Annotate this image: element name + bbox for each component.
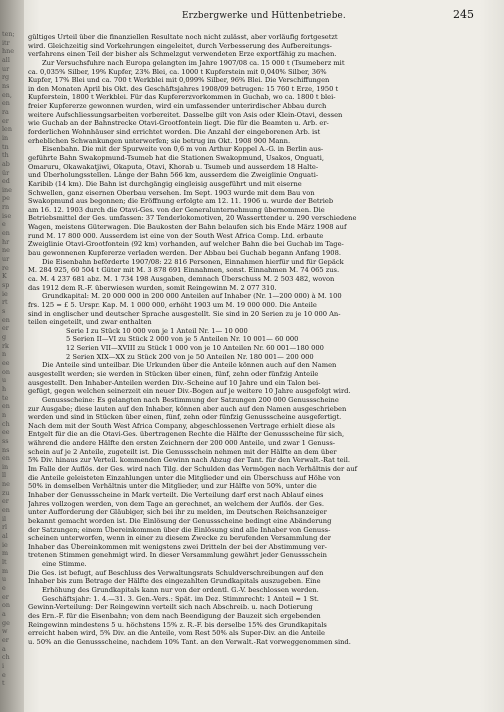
text-line: Erhöhung des Grundkapitals kann nur von der ordentl. G.-V. beschlossen werden. bbox=[42, 586, 319, 594]
text-line: frs. 125 = £ 5. Urspr. Kap. M. 1 000 000, erhöht 1903 um M. 19 000 000. Die Anteile bbox=[28, 300, 317, 309]
text-line: gefügt, gegen welchen seinerzeit ein neuer Div.-Bogen auf je weitere 10 Jahre ausgefolgt wird. bbox=[28, 387, 351, 396]
text-line: Nach dem mit der South West Africa Company, abgeschlossenen Vertrage erhielt diese als bbox=[28, 421, 335, 430]
text-line: ausgestellt werden; sie werden in Stücken über einen, fünf, zehn oder fünfzig Anteile bbox=[28, 369, 319, 378]
text-line: Kupferstein, 1800 t Werkblei. Für das Kupfererzvorkommen in Guchab, wo ca. 1800 t blei- bbox=[28, 93, 336, 102]
text-line: werden und sind in Stücken über einen, fünf, zehn oder fünfzig Genussscheine ausgefertigt. bbox=[28, 413, 342, 422]
text-line: scheinen unterworfen, wenn in einer zu diesem Zwecke zu berufenden Versammlung der bbox=[28, 534, 331, 543]
text-line: Die Ges. ist befugt, auf Beschluss des Verwaltungsrats Schuldverschreibungen auf den bbox=[28, 568, 324, 577]
text-line: Betriebsmittel der Ges. umfassen: 37 Tenderlokomotiven, 20 Wasserttender u. 290 verschiedene bbox=[28, 214, 357, 223]
text-line: Die Eisenbahn beförderte 1907/08: 22 816 Personen, Einnahmen hierfür und für Gepäck bbox=[42, 257, 344, 266]
text-line: wird. Gleichzeitig sind Vorkehrungen eingeleitet, durch Verbesserung des Aufbereitungs- bbox=[28, 41, 332, 50]
text-line: 5 Serien II—VI zu Stück 2 000 von je 5 Anteilen Nr. 10 001— 60 000 bbox=[66, 335, 299, 344]
text-line: eine Stimme. bbox=[42, 560, 87, 569]
text-line: weitere Aufschliessungsarbeiten vorbereitet. Dasselbe gilt von Asis oder Klein-Otavi, dessen bbox=[28, 110, 343, 119]
text-line: rund M. 17 800 000. Ausserdem ist eine von der South West Africa Comp. Ltd. erbaute bbox=[28, 231, 324, 240]
body-text bbox=[28, 33, 478, 709]
text-line: ausgestellt. Den Inhaber-Anteilen werden Div.-Scheine auf 10 Jahre und ein Talon bei- bbox=[28, 378, 321, 387]
text-line: tretenen Stimmen genehmigt wird. In dieser Versammlung gewährt jeder Genussschein bbox=[28, 551, 327, 560]
text-line: 5% Div. hinaus zur Verteil. kommenden Gewinn nach Abzug der Tant. für den Verwalt.-Rat teil. bbox=[28, 456, 351, 465]
text-line: Omaruru, Okawakatjiwi, Okaputa, Otavi, Khorab u. Tsumeb und ausserdem 18 Halte- bbox=[28, 162, 319, 171]
text-line: in den Monaten April bis Okt. des Geschäftsjahres 1908/09 betrugen: 15 760 t Erze, 1950 t bbox=[28, 84, 339, 93]
text-line: erreicht haben wird, 5% Div. an die Anteile, vom Rest 50% als Super-Div. an die Anteile bbox=[28, 629, 325, 638]
text-line: bau gewonnenen Kupfererze verladen werden. Der Abbau bei Guchab begann Anfang 1908. bbox=[28, 249, 341, 258]
text-line: ca. 0,035% Silber, 19% Kupfer, 23% Blei, ca. 1000 t Kupferstein mit 0,040% Silber, 36% bbox=[28, 67, 327, 76]
text-line: sind in englischer und deutscher Sprache ausgestellt. Sie sind in 20 Serien zu je 10 000 An- bbox=[28, 309, 341, 318]
text-line: M. 284 925, 60 504 t Güter mit M. 3 878 691 Einnahmen, sonst. Einnahmen M. 74 065 zus. bbox=[28, 266, 340, 275]
text-line: unter Aufforderung der Gläubiger, sich bei ihr zu melden, im Deutschen Reichsanzeiger bbox=[28, 508, 327, 517]
text-line: verfahrens einen Teil der bisher als Schmelzgut verwendeten Erze exportfähig zu machen. bbox=[28, 50, 337, 59]
facing-page-text-fragments: ten; itr hne all ur rg ns en, en ra er len in tn th ab ür ed ine pe rn ise e en hr ne ur re K sp ie rt s en er g rk n ee on u h te en n ch ee ss ns en in ll ne zu er en il rl al ie m lt m u e er on a ge w er a ch i e t bbox=[2, 30, 15, 688]
text-line: Genussscheine: Es gelangten nach Bestimmung der Satzungen 200 000 Genussscheine bbox=[42, 395, 339, 404]
text-line: während die andere Hälfte den ersten Zeichnern der 200 000 Anteile, und zwar 1 Genuss- bbox=[28, 439, 336, 448]
text-line: Reingewinn mindestens 5 u. höchstens 15% z. R.-F. bis derselbe 15% des Grundkapitals bbox=[28, 620, 327, 629]
text-line: Schwellen, ganz eisernen Oberbau versehen. Im Sept. 1903 wurde mit dem Bau von bbox=[28, 188, 315, 197]
running-head: Erzbergwerke und Hüttenbetriebe. bbox=[182, 11, 346, 21]
text-line: u. 50% an die Genussscheine, nachdem 10% Tant. an den Verwalt.-Rat vorweggenommen sind. bbox=[28, 637, 351, 646]
text-line: 12 Serien VII—XVIII zu Stück 1 000 von je 10 Anteilen Nr. 60 001—180 000 bbox=[66, 344, 324, 353]
text-line: Inhaber der Genussscheine in Mark verteilt. Die Verteilung darf erst nach Ablauf eines bbox=[28, 490, 324, 499]
text-line: Wagen, meistens Güterwagen. Die Baukosten der Bahn belaufen sich bis Ende März 1908 auf bbox=[28, 223, 347, 232]
page-number: 245 bbox=[453, 8, 474, 21]
text-line: des Ern.-F. für die Eisenbahn; von dem nach Beendigung der Bauzeit sich ergebenden bbox=[28, 611, 321, 620]
text-line: Die Anteile sind unteilbar. Die Urkunden über die Anteile können auch auf den Namen bbox=[42, 361, 337, 370]
text-line: bekannt gemacht worden ist. Die Einlösung der Genussscheine bedingt eine Abänderung bbox=[28, 516, 332, 525]
text-line: Im Falle der Auflös. der Ges. wird nach Tilg. der Schulden das Vermögen nach Verhältnis der auf bbox=[28, 465, 358, 474]
text-line: Serie I zu Stück 10 000 von je 1 Anteil Nr. 1— 10 000 bbox=[66, 326, 248, 335]
text-line: schein auf je 2 Anteile, zugeteilt ist. Die Genussschein nehmen mit der Hälfte an dem über bbox=[28, 447, 337, 456]
text-line: das 1912 dem R.-F. überwiesen wurden, somit Reingewinn M. 2 077 310. bbox=[28, 283, 277, 292]
text-line: Entgelt für die an die Otavi-Ges. übertragenen Rechte die Hälfte der Genussscheine für sich, bbox=[28, 430, 345, 439]
text-line: ca. M. 4 237 681 abz. M. 1 734 198 Ausgaben, demnach Überschuss M. 2 503 482, wovon bbox=[28, 274, 335, 283]
text-line: Inhaber das Übereinkommen mit wenigstens zwei Dritteln der bei der Abstimmung ver- bbox=[28, 542, 327, 551]
text-line: Eisenbahn. Die mit der Spurweite von 0,6 m von Arthur Koppel A.-G. in Berlin aus- bbox=[42, 145, 324, 154]
text-line: freier Kupfererze gewonnen wurden, wird ein umfassender unterirdischer Abbau durch bbox=[28, 102, 327, 111]
text-line: und Überholungsstellen. Länge der Bahn 566 km, ausserdem die Zweiglinie Onguati- bbox=[28, 171, 319, 180]
page-header bbox=[28, 8, 500, 24]
text-line: der Satzungen; einem Übereinkommen über die Einlösung sind alle Inhaber von Genuss- bbox=[28, 525, 331, 534]
text-line: forderlichen Wohnhäuser sind errichtet worden. Die Anzahl der eingeborenen Arb. ist bbox=[28, 128, 321, 137]
text-line: Geschäftsjahr: 1. 4.—31. 3. Gen.-Vers.: Spät. im Dez. Stimmrecht: 1 Anteil = 1 St. bbox=[42, 594, 319, 603]
text-line: gültiges Urteil über die finanziellen Resultate noch nicht zulässt, aber vorläufig fortgesetzt bbox=[28, 33, 338, 41]
text-line: Karibib (14 km). Die Bahn ist durchgängig eingleisig ausgeführt und mit eiserne bbox=[28, 179, 302, 188]
text-line: Jahres vollzogen werden, von dem Tage an gerechnet, an welchem der Auflös. der Ges. bbox=[28, 499, 324, 508]
text-line: erheblichen Schwankungen unterworfen; sie betrug im Okt. 1908 900 Mann. bbox=[28, 136, 291, 145]
text-line: die Anteile geleisteten Einzahlungen unter die Mitglieder und ein Überschuss auf Höhe von bbox=[28, 473, 341, 482]
text-line: am 16. 12. 1903 durch die Otavi-Ges. von der Generalunternehmung übernommen. Die bbox=[28, 205, 325, 214]
facing-page-gutter bbox=[0, 0, 24, 712]
text-line: geführte Bahn Swakopmund-Tsumeb hat die Stationen Swakopmund, Usakos, Onguati, bbox=[28, 153, 324, 162]
text-line: Inhaber bis zum Betrage der Hälfte des eingezahlten Grundkapitals auszugeben. Eine bbox=[28, 577, 321, 586]
text-line: 2 Serien XIX—XX zu Stück 200 von je 50 Anteilen Nr. 180 001— 200 000 bbox=[66, 352, 314, 361]
text-line: wie Guchab an der Bahnstrecke Otavi-Grootfontein liegt. Die für die Beamten u. Arb. er- bbox=[28, 119, 329, 128]
text-line: Grundkapital: M. 20 000 000 in 200 000 Anteilen auf Inhaber (Nr. 1—200 000) à M. 100 bbox=[42, 292, 342, 301]
text-line: 50% in demselben Verhältnis unter die Mitglieder, und zur Hälfte von 50%, unter die bbox=[28, 482, 317, 491]
text-line: Zur Versuchsfuhre nach Europa gelangten im Jahre 1907/08 ca. 15 000 t (Tsumeberz mit bbox=[42, 58, 345, 67]
text-line: Swakopmund aus begonnen; die Eröffnung erfolgte am 12. 11. 1906 u. wurde der Betrieb bbox=[28, 197, 334, 206]
text-line: teilen eingeteilt, und zwar enthalten bbox=[28, 318, 152, 327]
text-line: Gewinn-Verteilung: Der Reingewinn verteilt sich nach Abschreib. u. nach Dotierung bbox=[28, 603, 313, 612]
text-line: Zweiglinie Otavi-Grootfontein (92 km) vorhanden, auf welcher Bahn die bei Guchab im Tage- bbox=[28, 240, 344, 249]
text-line: zur Ausgabe; diese lauten auf den Inhaber, können aber auch auf den Namen ausgeschrieben bbox=[28, 404, 347, 413]
text-line: Kupfer, 17% Blei und ca. 700 t Werkblei mit 0,099% Silber, 96% Blei. Die Verschiffungen bbox=[28, 76, 330, 85]
